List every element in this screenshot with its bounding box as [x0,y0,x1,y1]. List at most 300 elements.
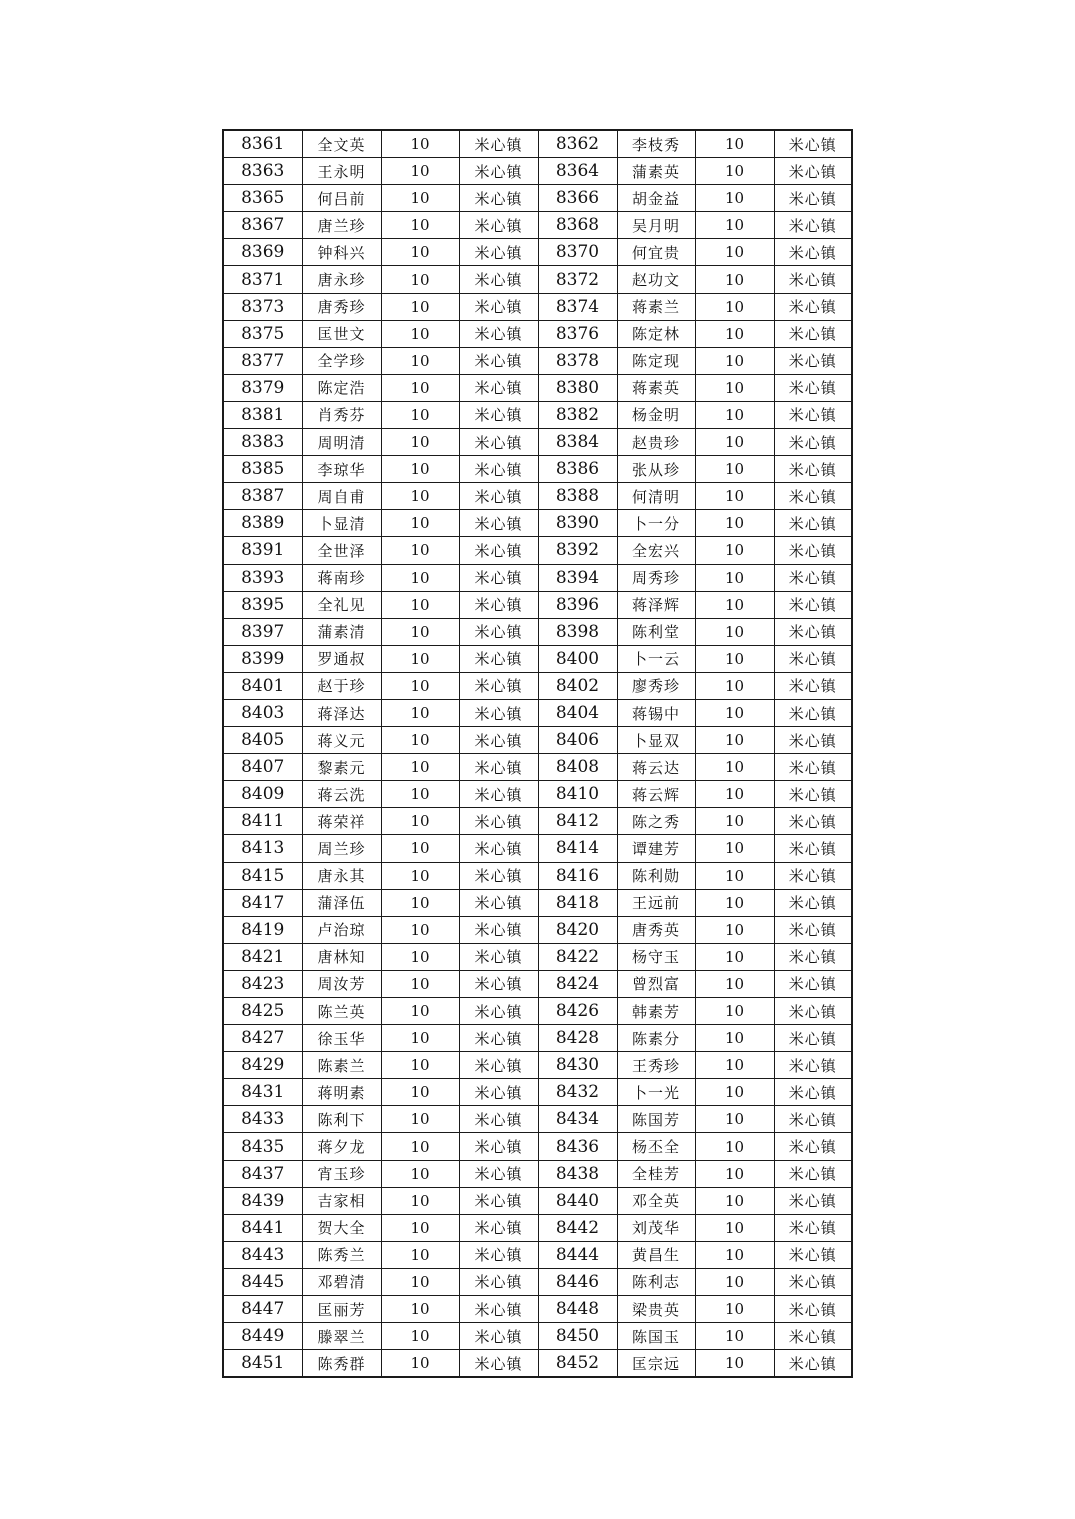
person-name-cell: 陈利堂 [617,618,695,645]
amount-cell: 10 [695,889,774,916]
record-number-cell: 8445 [223,1268,302,1295]
amount-cell: 10 [695,429,774,456]
table-row [223,1268,852,1295]
amount-cell: 10 [695,130,774,158]
town-name-cell: 米心镇 [459,1133,538,1160]
amount-cell: 10 [695,1323,774,1350]
amount-cell: 10 [695,374,774,401]
table-row [223,483,852,510]
town-name-cell: 米心镇 [459,1079,538,1106]
town-name-cell: 米心镇 [774,1106,852,1133]
town-name-cell: 米心镇 [459,429,538,456]
record-number-cell: 8396 [538,591,617,618]
amount-cell: 10 [381,1106,459,1133]
table-row [223,1106,852,1133]
town-name-cell: 米心镇 [774,347,852,374]
person-name-cell: 蒋义元 [302,727,381,754]
amount-cell: 10 [695,320,774,347]
record-number-cell: 8373 [223,293,302,320]
record-number-cell: 8401 [223,672,302,699]
person-name-cell: 唐林知 [302,943,381,970]
town-name-cell: 米心镇 [459,266,538,293]
record-number-cell: 8366 [538,185,617,212]
town-name-cell: 米心镇 [774,401,852,428]
amount-cell: 10 [381,1214,459,1241]
amount-cell: 10 [381,429,459,456]
table-row [223,970,852,997]
person-name-cell: 王永明 [302,158,381,185]
town-name-cell: 米心镇 [774,1350,852,1378]
person-name-cell: 张从珍 [617,456,695,483]
record-number-cell: 8440 [538,1187,617,1214]
person-name-cell: 陈素分 [617,1025,695,1052]
amount-cell: 10 [695,347,774,374]
record-number-cell: 8386 [538,456,617,483]
table-row [223,537,852,564]
table-row [223,835,852,862]
record-number-cell: 8393 [223,564,302,591]
person-name-cell: 匡世文 [302,320,381,347]
amount-cell: 10 [695,1106,774,1133]
amount-cell: 10 [695,808,774,835]
record-number-cell: 8395 [223,591,302,618]
table-row [223,1025,852,1052]
town-name-cell: 米心镇 [459,1323,538,1350]
amount-cell: 10 [381,401,459,428]
amount-cell: 10 [695,510,774,537]
amount-cell: 10 [381,483,459,510]
amount-cell: 10 [695,998,774,1025]
town-name-cell: 米心镇 [774,645,852,672]
record-number-cell: 8382 [538,401,617,428]
table-row [223,1241,852,1268]
person-name-cell: 陈利志 [617,1268,695,1295]
table-row [223,1323,852,1350]
amount-cell: 10 [381,1323,459,1350]
record-number-cell: 8383 [223,429,302,456]
record-number-cell: 8415 [223,862,302,889]
town-name-cell: 米心镇 [459,618,538,645]
amount-cell: 10 [381,239,459,266]
town-name-cell: 米心镇 [774,943,852,970]
table-row [223,672,852,699]
amount-cell: 10 [695,1350,774,1378]
person-name-cell: 蒋南珍 [302,564,381,591]
town-name-cell: 米心镇 [459,1296,538,1323]
person-name-cell: 李枝秀 [617,130,695,158]
amount-cell: 10 [695,564,774,591]
amount-cell: 10 [381,862,459,889]
town-name-cell: 米心镇 [459,401,538,428]
record-number-cell: 8402 [538,672,617,699]
record-number-cell: 8428 [538,1025,617,1052]
record-number-cell: 8418 [538,889,617,916]
town-name-cell: 米心镇 [459,699,538,726]
person-name-cell: 王秀珍 [617,1052,695,1079]
town-name-cell: 米心镇 [774,970,852,997]
amount-cell: 10 [381,564,459,591]
person-name-cell: 卜一分 [617,510,695,537]
record-number-cell: 8380 [538,374,617,401]
amount-cell: 10 [381,645,459,672]
amount-cell: 10 [381,781,459,808]
town-name-cell: 米心镇 [459,727,538,754]
record-number-cell: 8376 [538,320,617,347]
record-number-cell: 8414 [538,835,617,862]
person-name-cell: 吉家相 [302,1187,381,1214]
amount-cell: 10 [695,618,774,645]
town-name-cell: 米心镇 [459,1160,538,1187]
amount-cell: 10 [381,510,459,537]
person-name-cell: 唐兰珍 [302,212,381,239]
table-row [223,401,852,428]
amount-cell: 10 [381,699,459,726]
person-name-cell: 陈定浩 [302,374,381,401]
record-number-cell: 8424 [538,970,617,997]
person-name-cell: 蒋泽辉 [617,591,695,618]
record-number-cell: 8398 [538,618,617,645]
town-name-cell: 米心镇 [774,1160,852,1187]
table-row [223,889,852,916]
amount-cell: 10 [695,1214,774,1241]
amount-cell: 10 [381,130,459,158]
person-name-cell: 卜显清 [302,510,381,537]
town-name-cell: 米心镇 [774,781,852,808]
record-number-cell: 8399 [223,645,302,672]
record-number-cell: 8435 [223,1133,302,1160]
table-row [223,998,852,1025]
table-row [223,347,852,374]
amount-cell: 10 [695,293,774,320]
amount-cell: 10 [695,1268,774,1295]
amount-cell: 10 [695,158,774,185]
town-name-cell: 米心镇 [459,1052,538,1079]
amount-cell: 10 [381,1160,459,1187]
person-name-cell: 周汝芳 [302,970,381,997]
record-number-cell: 8411 [223,808,302,835]
person-name-cell: 卜一云 [617,645,695,672]
person-name-cell: 唐秀珍 [302,293,381,320]
amount-cell: 10 [381,456,459,483]
town-name-cell: 米心镇 [774,916,852,943]
table-row [223,808,852,835]
amount-cell: 10 [695,1187,774,1214]
table-row [223,1214,852,1241]
town-name-cell: 米心镇 [774,483,852,510]
record-number-cell: 8451 [223,1350,302,1378]
person-name-cell: 全学珍 [302,347,381,374]
amount-cell: 10 [381,158,459,185]
person-name-cell: 杨金明 [617,401,695,428]
amount-cell: 10 [695,212,774,239]
town-name-cell: 米心镇 [774,618,852,645]
record-number-cell: 8410 [538,781,617,808]
record-number-cell: 8375 [223,320,302,347]
person-name-cell: 陈利下 [302,1106,381,1133]
town-name-cell: 米心镇 [459,1241,538,1268]
town-name-cell: 米心镇 [459,293,538,320]
record-number-cell: 8391 [223,537,302,564]
town-name-cell: 米心镇 [774,727,852,754]
town-name-cell: 米心镇 [774,456,852,483]
record-number-cell: 8425 [223,998,302,1025]
town-name-cell: 米心镇 [459,483,538,510]
town-name-cell: 米心镇 [459,456,538,483]
amount-cell: 10 [381,618,459,645]
amount-cell: 10 [381,835,459,862]
record-number-cell: 8362 [538,130,617,158]
amount-cell: 10 [381,889,459,916]
amount-cell: 10 [695,591,774,618]
table-row [223,320,852,347]
table-row [223,1133,852,1160]
town-name-cell: 米心镇 [774,835,852,862]
town-name-cell: 米心镇 [459,1025,538,1052]
table-row [223,862,852,889]
record-number-cell: 8403 [223,699,302,726]
amount-cell: 10 [381,1296,459,1323]
town-name-cell: 米心镇 [459,916,538,943]
amount-cell: 10 [695,781,774,808]
record-number-cell: 8439 [223,1187,302,1214]
person-name-cell: 何清明 [617,483,695,510]
town-name-cell: 米心镇 [459,1106,538,1133]
table-row [223,456,852,483]
town-name-cell: 米心镇 [774,998,852,1025]
town-name-cell: 米心镇 [774,591,852,618]
town-name-cell: 米心镇 [459,591,538,618]
amount-cell: 10 [695,401,774,428]
amount-cell: 10 [381,320,459,347]
record-number-cell: 8422 [538,943,617,970]
record-number-cell: 8384 [538,429,617,456]
record-number-cell: 8409 [223,781,302,808]
record-number-cell: 8419 [223,916,302,943]
record-number-cell: 8423 [223,970,302,997]
town-name-cell: 米心镇 [459,943,538,970]
amount-cell: 10 [695,835,774,862]
table-row [223,1079,852,1106]
person-name-cell: 李琼华 [302,456,381,483]
person-name-cell: 韩素芳 [617,998,695,1025]
amount-cell: 10 [381,1187,459,1214]
person-name-cell: 陈国芳 [617,1106,695,1133]
person-name-cell: 黎素元 [302,754,381,781]
table-row [223,510,852,537]
record-number-cell: 8438 [538,1160,617,1187]
record-number-cell: 8446 [538,1268,617,1295]
amount-cell: 10 [695,483,774,510]
roster-table-body [223,130,852,1377]
table-row [223,158,852,185]
town-name-cell: 米心镇 [459,781,538,808]
record-number-cell: 8421 [223,943,302,970]
town-name-cell: 米心镇 [774,537,852,564]
amount-cell: 10 [695,754,774,781]
table-row [223,185,852,212]
record-number-cell: 8434 [538,1106,617,1133]
person-name-cell: 蒲素英 [617,158,695,185]
record-number-cell: 8447 [223,1296,302,1323]
table-row [223,564,852,591]
person-name-cell: 罗通叔 [302,645,381,672]
town-name-cell: 米心镇 [459,374,538,401]
record-number-cell: 8450 [538,1323,617,1350]
amount-cell: 10 [381,293,459,320]
amount-cell: 10 [381,1350,459,1378]
town-name-cell: 米心镇 [459,889,538,916]
amount-cell: 10 [695,1052,774,1079]
town-name-cell: 米心镇 [459,808,538,835]
amount-cell: 10 [381,1241,459,1268]
person-name-cell: 全文英 [302,130,381,158]
town-name-cell: 米心镇 [459,1187,538,1214]
record-number-cell: 8416 [538,862,617,889]
person-name-cell: 陈秀兰 [302,1241,381,1268]
person-name-cell: 全宏兴 [617,537,695,564]
table-row [223,374,852,401]
record-number-cell: 8405 [223,727,302,754]
table-row [223,429,852,456]
town-name-cell: 米心镇 [774,1187,852,1214]
amount-cell: 10 [381,266,459,293]
amount-cell: 10 [695,1160,774,1187]
person-name-cell: 唐秀英 [617,916,695,943]
person-name-cell: 杨丕全 [617,1133,695,1160]
town-name-cell: 米心镇 [459,239,538,266]
person-name-cell: 蒋素英 [617,374,695,401]
amount-cell: 10 [695,537,774,564]
town-name-cell: 米心镇 [774,1323,852,1350]
record-number-cell: 8388 [538,483,617,510]
record-number-cell: 8381 [223,401,302,428]
table-row [223,1160,852,1187]
town-name-cell: 米心镇 [774,293,852,320]
record-number-cell: 8390 [538,510,617,537]
town-name-cell: 米心镇 [774,429,852,456]
person-name-cell: 蒲泽伍 [302,889,381,916]
town-name-cell: 米心镇 [774,1025,852,1052]
person-name-cell: 刘茂华 [617,1214,695,1241]
table-row [223,1052,852,1079]
person-name-cell: 卜显双 [617,727,695,754]
town-name-cell: 米心镇 [774,862,852,889]
person-name-cell: 徐玉华 [302,1025,381,1052]
amount-cell: 10 [695,266,774,293]
amount-cell: 10 [381,998,459,1025]
person-name-cell: 蒲素清 [302,618,381,645]
person-name-cell: 蒋素兰 [617,293,695,320]
person-name-cell: 杨守玉 [617,943,695,970]
record-number-cell: 8369 [223,239,302,266]
person-name-cell: 蒋泽达 [302,699,381,726]
town-name-cell: 米心镇 [774,212,852,239]
town-name-cell: 米心镇 [459,130,538,158]
amount-cell: 10 [695,672,774,699]
person-name-cell: 何宜贵 [617,239,695,266]
table-row [223,781,852,808]
town-name-cell: 米心镇 [459,158,538,185]
record-number-cell: 8365 [223,185,302,212]
record-number-cell: 8417 [223,889,302,916]
town-name-cell: 米心镇 [774,564,852,591]
person-name-cell: 周自甫 [302,483,381,510]
town-name-cell: 米心镇 [774,1079,852,1106]
person-name-cell: 周明清 [302,429,381,456]
amount-cell: 10 [695,645,774,672]
town-name-cell: 米心镇 [774,130,852,158]
record-number-cell: 8412 [538,808,617,835]
person-name-cell: 陈兰英 [302,998,381,1025]
record-number-cell: 8430 [538,1052,617,1079]
record-number-cell: 8364 [538,158,617,185]
amount-cell: 10 [381,1025,459,1052]
person-name-cell: 贺大全 [302,1214,381,1241]
person-name-cell: 何吕前 [302,185,381,212]
amount-cell: 10 [695,727,774,754]
amount-cell: 10 [695,456,774,483]
town-name-cell: 米心镇 [459,1268,538,1295]
town-name-cell: 米心镇 [774,699,852,726]
town-name-cell: 米心镇 [459,510,538,537]
record-number-cell: 8452 [538,1350,617,1378]
person-name-cell: 廖秀珍 [617,672,695,699]
table-row [223,239,852,266]
town-name-cell: 米心镇 [774,239,852,266]
amount-cell: 10 [695,1241,774,1268]
record-number-cell: 8407 [223,754,302,781]
person-name-cell: 陈之秀 [617,808,695,835]
record-number-cell: 8443 [223,1241,302,1268]
town-name-cell: 米心镇 [459,998,538,1025]
amount-cell: 10 [381,1052,459,1079]
record-number-cell: 8389 [223,510,302,537]
record-number-cell: 8429 [223,1052,302,1079]
roster-table [222,129,853,1378]
table-row [223,916,852,943]
town-name-cell: 米心镇 [774,754,852,781]
record-number-cell: 8427 [223,1025,302,1052]
record-number-cell: 8449 [223,1323,302,1350]
record-number-cell: 8436 [538,1133,617,1160]
person-name-cell: 邓全英 [617,1187,695,1214]
person-name-cell: 吴月明 [617,212,695,239]
town-name-cell: 米心镇 [459,862,538,889]
town-name-cell: 米心镇 [459,212,538,239]
record-number-cell: 8370 [538,239,617,266]
town-name-cell: 米心镇 [459,645,538,672]
table-row [223,943,852,970]
person-name-cell: 陈素兰 [302,1052,381,1079]
person-name-cell: 全礼见 [302,591,381,618]
town-name-cell: 米心镇 [459,672,538,699]
town-name-cell: 米心镇 [459,347,538,374]
record-number-cell: 8426 [538,998,617,1025]
record-number-cell: 8385 [223,456,302,483]
town-name-cell: 米心镇 [774,320,852,347]
person-name-cell: 陈定现 [617,347,695,374]
town-name-cell: 米心镇 [774,889,852,916]
person-name-cell: 唐永珍 [302,266,381,293]
record-number-cell: 8433 [223,1106,302,1133]
person-name-cell: 曾烈富 [617,970,695,997]
town-name-cell: 米心镇 [774,1214,852,1241]
amount-cell: 10 [381,970,459,997]
town-name-cell: 米心镇 [459,564,538,591]
amount-cell: 10 [695,916,774,943]
town-name-cell: 米心镇 [774,1052,852,1079]
record-number-cell: 8408 [538,754,617,781]
